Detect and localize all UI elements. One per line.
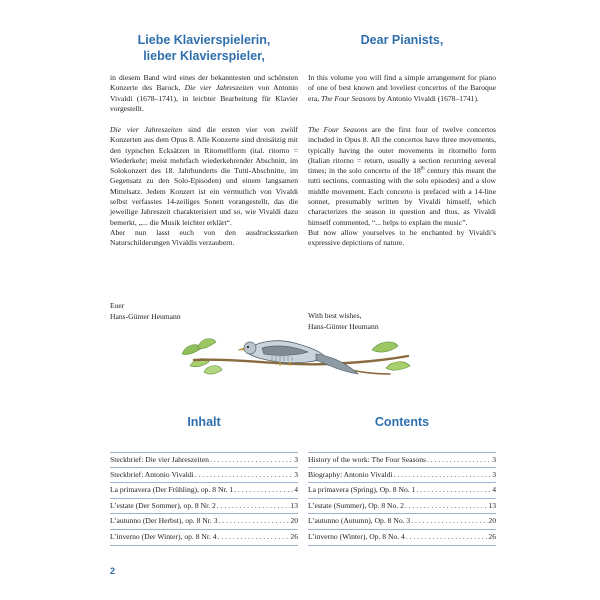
toc-entry-page: 20 [488,516,496,526]
english-greeting-heading [308,32,496,48]
german-body-title: Die vier Jahreszeiten [110,125,183,134]
german-body-closing: Aber nun lasst euch von den ausdrucksstarken Naturschilderungen Vivaldis verzaubern. [110,227,298,248]
toc-entry-page: 3 [294,455,298,464]
english-body-superscript: th [420,166,425,172]
toc-entry[interactable] [308,514,496,530]
toc-entry-title: L’estate (Der Sommer), op. 8 Nr. 2 [110,500,216,510]
toc-entry[interactable] [110,483,298,499]
toc-entry-page: 3 [492,469,496,479]
german-greeting-heading [110,32,298,64]
toc-entry-title: La primavera (Spring), Op. 8 No. 1 [308,485,416,495]
toc-leader-dots [233,485,294,494]
german-body-text: sind die ersten vier von zwölf Konzerten aus dem Opus 8. Alle Konzerte sind dreisätzig mit den typischen Ecksätzen in Ritornellform (ital. ritorno = Wiederkehr; meist mehrfach wiederkehrender Abschnitt, im Solokonzert des 18. Jahrhunderts die Tutti-Abschnitte, im Gegensatz zu den Solo-Episoden) und einem langsamen Mittelsatz. Jedem Konzert ist ein vermutlich von Vivaldi selbst verfasstes 14-zeiliges Sonett vorangestellt, das die jeweilige Jahreszeit charakterisiert und so, wie Vivaldi dazu bemerkt, „... die Musik leichter erklärt“. [110,125,298,227]
toc-leader-dots [209,455,294,464]
toc-entry-page: 20 [290,516,298,526]
toc-entry[interactable] [110,452,298,468]
toc-entry[interactable] [110,499,298,515]
toc-leader-dots [218,516,291,525]
german-body [110,125,298,249]
toc-entry-page: 4 [294,485,298,495]
toc-entry-page: 4 [492,485,496,495]
page-number: 2 [110,566,116,576]
toc-entry-title: History of the work: The Four Seasons [308,455,426,464]
german-greeting-line-2: lieber Klavierspieler, [143,49,265,63]
english-signature [308,311,496,332]
english-greeting-line: Dear Pianists, [360,33,444,47]
english-body-paragraph [308,125,496,228]
toc-entry-page: 26 [488,531,496,541]
toc-entry-title: La primavera (Der Frühling), op. 8 Nr. 1 [110,485,234,495]
german-intro-pre: in diesem Band wird eines der bekanntesten und schönsten Konzerte des Barock, [110,73,298,93]
english-intro-post: by Antonio Vivaldi (1678–1741). [375,93,479,103]
toc-entry-page: 13 [290,500,298,510]
german-body-paragraph [110,125,298,228]
english-body [308,125,496,249]
english-intro-title: The Four Seasons [321,93,376,103]
toc-heading-german [110,414,298,430]
toc-entry-title: Steckbrief: Die vier Jahreszeiten [110,455,209,464]
english-intro-paragraph [308,73,496,104]
german-intro-title: Die vier Jahreszeiten [184,83,254,93]
toc-entry[interactable] [308,530,496,546]
toc-heading-english [308,414,496,430]
toc-entry[interactable] [110,514,298,530]
toc-entry[interactable] [308,499,496,515]
toc-entry-page: 26 [290,531,298,541]
toc-entry-title: L’autunno (Autumn), Op. 8 No. 3 [308,516,411,526]
english-body-title: The Four Seasons [308,125,368,134]
toc-entry-title: L’inverno (Der Winter), op. 8 Nr. 4 [110,531,217,541]
english-body-text-b: century this meant the tutti sections, contrasting with the solo episodes) and a slow middle movement. Each concerto is prefaced with a 14-line sonnet, presumably written by Vivaldi himself, which characterizes the season in question and thus, as Vivaldi himself commented, “... helps to explain the music”. [308,166,497,227]
german-signature-name: Hans-Günter Heumann [110,311,181,321]
toc-german-list [110,452,298,546]
bird-on-branch-icon [176,330,416,386]
toc-entry-title: L’autunno (Der Herbst), op. 8 Nr. 3 [110,516,218,526]
german-intro-post: von Antonio Vivaldi (1678–1741), in leichter Bearbeitung für Klavier vorgestellt. [110,83,298,113]
toc-leader-dots [410,516,488,525]
english-body-text-a: are the first four of twelve concertos included in Opus 8. All the concertos have three movements, typically having the outer movements in ritornello form (Italian ritorno = return, usually a section recurring several times; in the solo concerto of the 18 [308,125,497,176]
toc-heading-english-label: Contents [374,415,430,429]
toc-leader-dots [426,455,492,464]
toc-entry-page: 13 [488,500,496,510]
toc-leader-dots [216,501,291,510]
toc-entry-page: 3 [294,469,298,479]
german-signature [110,301,298,322]
toc-leader-dots [194,470,294,479]
toc-entry[interactable] [110,530,298,546]
toc-entry[interactable] [308,452,496,468]
toc-heading-german-label: Inhalt [187,415,221,429]
english-signature-name: Hans-Günter Heumann [308,321,379,331]
toc-entry-page: 3 [492,455,496,464]
toc-entry[interactable] [308,468,496,484]
toc-entry[interactable] [110,468,298,484]
german-greeting-line-1: Liebe Klavierspielerin, [137,33,271,47]
toc-leader-dots [404,501,489,510]
toc-entry-title: Steckbrief: Antonio Vivaldi [110,469,194,479]
toc-leader-dots [217,532,291,541]
toc-leader-dots [415,485,492,494]
english-body-closing: But now allow yourselves to be enchanted by Vivaldi’s expressive depictions of nature. [308,227,496,248]
english-intro-pre: In this volume you will find a simple arrangement for piano of one of best known and loveliest concertos of the Baroque era, [308,73,496,103]
toc-leader-dots [405,532,489,541]
german-signature-greeting: Euer [110,301,125,310]
english-signature-greeting: With best wishes, [308,311,362,320]
toc-entry-title: Biography: Antonio Vivaldi [308,469,393,479]
toc-entry[interactable] [308,483,496,499]
german-intro-paragraph [110,73,298,114]
toc-entry-title: L’estate (Summer), Op. 8 No. 2 [308,500,404,510]
toc-english-list [308,452,496,546]
toc-entry-title: L’inverno (Winter), Op. 8 No. 4 [308,531,405,541]
toc-leader-dots [393,470,493,479]
